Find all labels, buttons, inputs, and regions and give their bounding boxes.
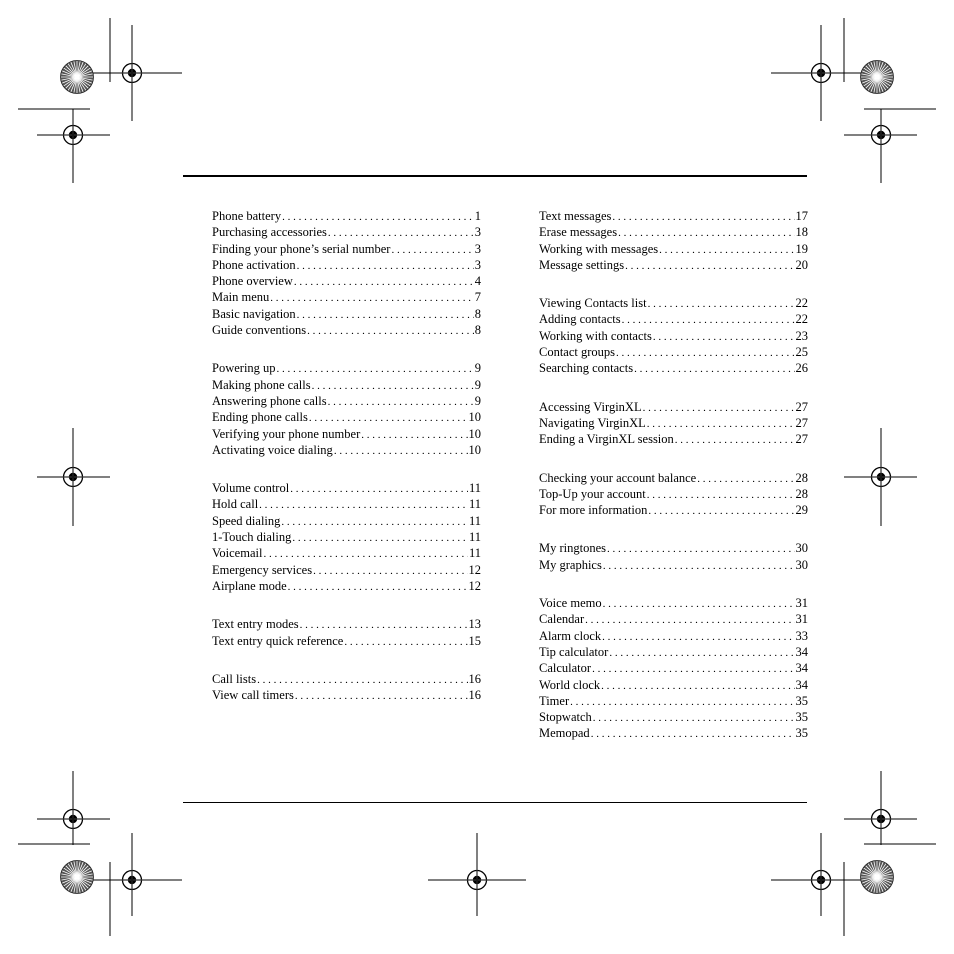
toc-entry-title: Ending phone calls [212, 410, 308, 425]
toc-entry[interactable] [212, 578, 481, 594]
toc-entry[interactable] [212, 562, 481, 578]
toc-dot-leader [592, 661, 794, 677]
toc-dot-leader [616, 345, 794, 361]
toc-entry-page: 20 [795, 257, 808, 272]
toc-entry-title: Voicemail [212, 546, 263, 561]
toc-entry-page: 28 [795, 470, 808, 485]
toc-group [212, 616, 481, 649]
toc-dot-leader [593, 710, 795, 726]
toc-dot-leader [570, 694, 794, 710]
toc-entry-page: 18 [795, 225, 808, 240]
toc-entry[interactable] [212, 409, 481, 425]
toc-dot-leader [607, 541, 794, 557]
toc-entry[interactable] [539, 660, 808, 676]
toc-right-column [539, 208, 808, 742]
toc-entry[interactable] [539, 557, 808, 573]
toc-dot-leader [292, 530, 468, 546]
toc-entry[interactable] [539, 360, 808, 376]
toc-entry-page: 10 [468, 442, 481, 457]
toc-dot-leader [601, 678, 794, 694]
toc-dot-leader [309, 410, 468, 426]
toc-entry[interactable] [539, 344, 808, 360]
toc-entry-page: 16 [468, 688, 481, 703]
toc-entry-title: Verifying your phone number [212, 426, 361, 441]
toc-entry-title: Alarm clock [539, 628, 602, 643]
toc-dot-leader [634, 361, 794, 377]
toc-entry[interactable] [539, 241, 808, 257]
toc-dot-leader [270, 290, 473, 306]
toc-entry-title: Airplane mode [212, 578, 287, 593]
toc-entry-title: Contact groups [539, 345, 616, 360]
toc-entry[interactable] [539, 486, 808, 502]
toc-entry[interactable] [539, 611, 808, 627]
toc-entry[interactable] [212, 273, 481, 289]
toc-entry-page: 12 [468, 562, 481, 577]
toc-entry-title: World clock [539, 677, 601, 692]
toc-entry-page: 11 [468, 481, 481, 496]
toc-entry-title: Main menu [212, 290, 270, 305]
toc-group [539, 540, 808, 573]
toc-entry[interactable] [212, 633, 481, 649]
toc-entry-page: 1 [474, 209, 481, 223]
toc-entry[interactable] [212, 393, 481, 409]
toc-entry-title: Erase messages [539, 225, 618, 240]
toc-dot-leader [603, 596, 795, 612]
toc-dot-leader [290, 481, 468, 497]
toc-entry[interactable] [212, 442, 481, 458]
toc-entry-page: 11 [468, 530, 481, 545]
toc-entry[interactable] [539, 595, 808, 611]
toc-entry-title: My graphics [539, 557, 602, 572]
toc-entry-page: 13 [468, 617, 481, 632]
toc-entry-page: 33 [795, 628, 808, 643]
toc-entry[interactable] [212, 360, 481, 376]
toc-dot-leader [259, 497, 468, 513]
toc-entry[interactable] [212, 671, 481, 687]
footer-rule [183, 802, 807, 803]
toc-entry-page: 3 [474, 225, 481, 240]
toc-entry[interactable] [539, 328, 808, 344]
toc-entry-page: 3 [474, 257, 481, 272]
toc-entry[interactable] [212, 513, 481, 529]
toc-entry-page: 8 [474, 306, 481, 321]
toc-entry-page: 30 [795, 541, 808, 556]
toc-entry-page: 27 [795, 415, 808, 430]
toc-entry-title: Checking your account balance [539, 470, 697, 485]
toc-entry-title: Top-Up your account [539, 486, 646, 501]
toc-dot-leader [277, 361, 474, 377]
toc-group [539, 295, 808, 376]
toc-group [539, 470, 808, 519]
toc-group [539, 399, 808, 448]
toc-dot-leader [295, 688, 468, 704]
toc-dot-leader [297, 307, 474, 323]
toc-entry-title: Working with contacts [539, 328, 652, 343]
toc-group [539, 208, 808, 273]
toc-entry-title: Stopwatch [539, 710, 592, 725]
toc-entry-page: 10 [468, 426, 481, 441]
toc-entry-title: Navigating VirginXL [539, 415, 646, 430]
toc-entry-title: Searching contacts [539, 361, 634, 376]
toc-entry[interactable] [212, 224, 481, 240]
header-rule [183, 175, 807, 177]
toc-group [212, 480, 481, 594]
toc-dot-leader [257, 672, 467, 688]
toc-entry-page: 22 [795, 312, 808, 327]
toc-entry[interactable] [539, 415, 808, 431]
toc-entry-title: Ending a VirginXL session [539, 432, 674, 447]
toc-entry-page: 4 [474, 274, 481, 289]
toc-entry[interactable] [539, 295, 808, 311]
toc-entry-title: Message settings [539, 257, 625, 272]
toc-entry-title: Tip calculator [539, 644, 609, 659]
toc-entry[interactable] [539, 311, 808, 327]
toc-entry-title: Hold call [212, 497, 259, 512]
toc-entry-page: 16 [468, 671, 481, 686]
toc-entry-page: 11 [468, 513, 481, 528]
toc-left-column [212, 208, 481, 703]
toc-dot-leader [328, 394, 474, 410]
toc-entry[interactable] [539, 399, 808, 415]
toc-entry-title: Calendar [539, 612, 585, 627]
toc-entry-page: 31 [795, 596, 808, 611]
toc-entry-title: My ringtones [539, 541, 607, 556]
toc-entry[interactable] [212, 257, 481, 273]
toc-dot-leader [622, 312, 795, 328]
toc-dot-leader [312, 378, 474, 394]
toc-dot-leader [603, 558, 795, 574]
toc-entry-page: 8 [474, 323, 481, 338]
toc-entry-title: Call lists [212, 671, 257, 686]
toc-dot-leader [697, 471, 794, 487]
toc-entry-title: Activating voice dialing [212, 442, 333, 457]
toc-entry[interactable] [212, 208, 481, 224]
toc-entry-page: 23 [795, 328, 808, 343]
toc-dot-leader [602, 629, 794, 645]
toc-dot-leader [618, 225, 794, 241]
toc-entry[interactable] [539, 208, 808, 224]
toc-dot-leader [612, 209, 794, 225]
toc-entry[interactable] [212, 529, 481, 545]
toc-entry-title: Purchasing accessories [212, 225, 327, 240]
toc-entry-title: Emergency services [212, 562, 313, 577]
toc-entry-title: Speed dialing [212, 513, 281, 528]
toc-dot-leader [281, 514, 468, 530]
toc-entry-page: 9 [474, 393, 481, 408]
toc-dot-leader [653, 329, 795, 345]
toc-entry-page: 35 [795, 693, 808, 708]
toc-entry[interactable] [539, 540, 808, 556]
toc-entry-title: Working with messages [539, 241, 659, 256]
toc-dot-leader [591, 726, 795, 742]
toc-dot-leader [294, 274, 474, 290]
toc-dot-leader [344, 634, 467, 650]
toc-dot-leader [391, 242, 473, 258]
toc-entry-title: Answering phone calls [212, 393, 327, 408]
toc-entry-title: Adding contacts [539, 312, 621, 327]
toc-entry[interactable] [212, 241, 481, 257]
toc-entry-page: 19 [795, 241, 808, 256]
toc-entry-page: 34 [795, 644, 808, 659]
toc-dot-leader [297, 258, 474, 274]
toc-entry-title: Making phone calls [212, 377, 311, 392]
toc-entry[interactable] [539, 628, 808, 644]
toc-entry-title: Finding your phone’s serial number [212, 241, 391, 256]
toc-entry-title: Volume control [212, 481, 290, 496]
toc-entry[interactable] [212, 545, 481, 561]
toc-dot-leader [328, 225, 474, 241]
toc-entry[interactable] [212, 480, 481, 496]
toc-group [539, 595, 808, 742]
toc-dot-leader [300, 617, 468, 633]
toc-dot-leader [675, 432, 795, 448]
toc-entry[interactable] [539, 677, 808, 693]
toc-entry-title: Memopad [539, 726, 590, 741]
toc-entry-page: 15 [468, 633, 481, 648]
toc-entry[interactable] [539, 709, 808, 725]
toc-entry-page: 9 [474, 361, 481, 376]
toc-entry-title: View call timers [212, 688, 294, 703]
toc-dot-leader [648, 296, 795, 312]
toc-dot-leader [659, 242, 794, 258]
toc-dot-leader [609, 645, 794, 661]
toc-entry[interactable] [212, 289, 481, 305]
toc-group [212, 208, 481, 338]
toc-entry-title: Phone overview [212, 274, 293, 289]
toc-entry-page: 26 [795, 361, 808, 376]
toc-dot-leader [648, 503, 794, 519]
toc-entry-title: Text entry modes [212, 617, 299, 632]
toc-entry-title: Powering up [212, 361, 276, 376]
toc-entry[interactable] [539, 470, 808, 486]
toc-dot-leader [263, 546, 468, 562]
toc-entry[interactable] [212, 322, 481, 338]
toc-entry-page: 11 [468, 497, 481, 512]
toc-entry-page: 9 [474, 377, 481, 392]
toc-entry-page: 35 [795, 710, 808, 725]
toc-entry-page: 22 [795, 296, 808, 311]
toc-entry-page: 27 [795, 432, 808, 447]
toc-entry[interactable] [539, 644, 808, 660]
toc-entry-page: 28 [795, 486, 808, 501]
toc-dot-leader [282, 209, 474, 225]
toc-dot-leader [307, 323, 474, 339]
toc-group [212, 671, 481, 704]
toc-dot-leader [361, 427, 467, 443]
toc-entry-title: Voice memo [539, 596, 602, 611]
toc-entry-page: 11 [468, 546, 481, 561]
toc-entry-title: Basic navigation [212, 306, 296, 321]
toc-entry[interactable] [539, 693, 808, 709]
toc-dot-leader [647, 487, 795, 503]
toc-entry[interactable] [212, 496, 481, 512]
toc-dot-leader [288, 579, 468, 595]
toc-entry-page: 34 [795, 677, 808, 692]
toc-entry-page: 31 [795, 612, 808, 627]
toc-entry[interactable] [212, 377, 481, 393]
toc-entry[interactable] [539, 224, 808, 240]
toc-entry-page: 7 [474, 290, 481, 305]
toc-entry-title: Timer [539, 693, 570, 708]
toc-entry-page: 12 [468, 578, 481, 593]
toc-entry[interactable] [212, 426, 481, 442]
toc-entry-page: 34 [795, 661, 808, 676]
toc-entry-title: Accessing VirginXL [539, 399, 642, 414]
toc-entry-title: Viewing Contacts list [539, 296, 647, 311]
toc-entry[interactable] [212, 306, 481, 322]
toc-dot-leader [334, 443, 468, 459]
toc-entry-page: 17 [795, 209, 808, 223]
toc-entry[interactable] [539, 725, 808, 741]
toc-entry-page: 35 [795, 726, 808, 741]
toc-entry-title: 1-Touch dialing [212, 530, 292, 545]
toc-entry-page: 27 [795, 399, 808, 414]
toc-dot-leader [313, 563, 467, 579]
toc-entry-page: 25 [795, 345, 808, 360]
toc-entry[interactable] [539, 257, 808, 273]
toc-entry[interactable] [539, 431, 808, 447]
toc-dot-leader [625, 258, 794, 274]
toc-entry-title: For more information [539, 503, 648, 518]
toc-entry-title: Guide conventions [212, 323, 307, 338]
toc-dot-leader [585, 612, 794, 628]
toc-entry[interactable] [212, 687, 481, 703]
toc-dot-leader [647, 416, 795, 432]
toc-entry-title: Calculator [539, 661, 592, 676]
toc-entry-title: Text entry quick reference [212, 633, 344, 648]
toc-entry[interactable] [539, 502, 808, 518]
toc-entry-page: 29 [795, 503, 808, 518]
toc-entry-page: 3 [474, 241, 481, 256]
toc-group [212, 360, 481, 458]
toc-entry[interactable] [212, 616, 481, 632]
toc-entry-title: Phone activation [212, 257, 296, 272]
toc-entry-page: 10 [468, 410, 481, 425]
toc-dot-leader [643, 400, 795, 416]
toc-entry-title: Phone battery [212, 209, 282, 223]
toc-entry-page: 30 [795, 557, 808, 572]
toc-entry-title: Text messages [539, 209, 612, 223]
